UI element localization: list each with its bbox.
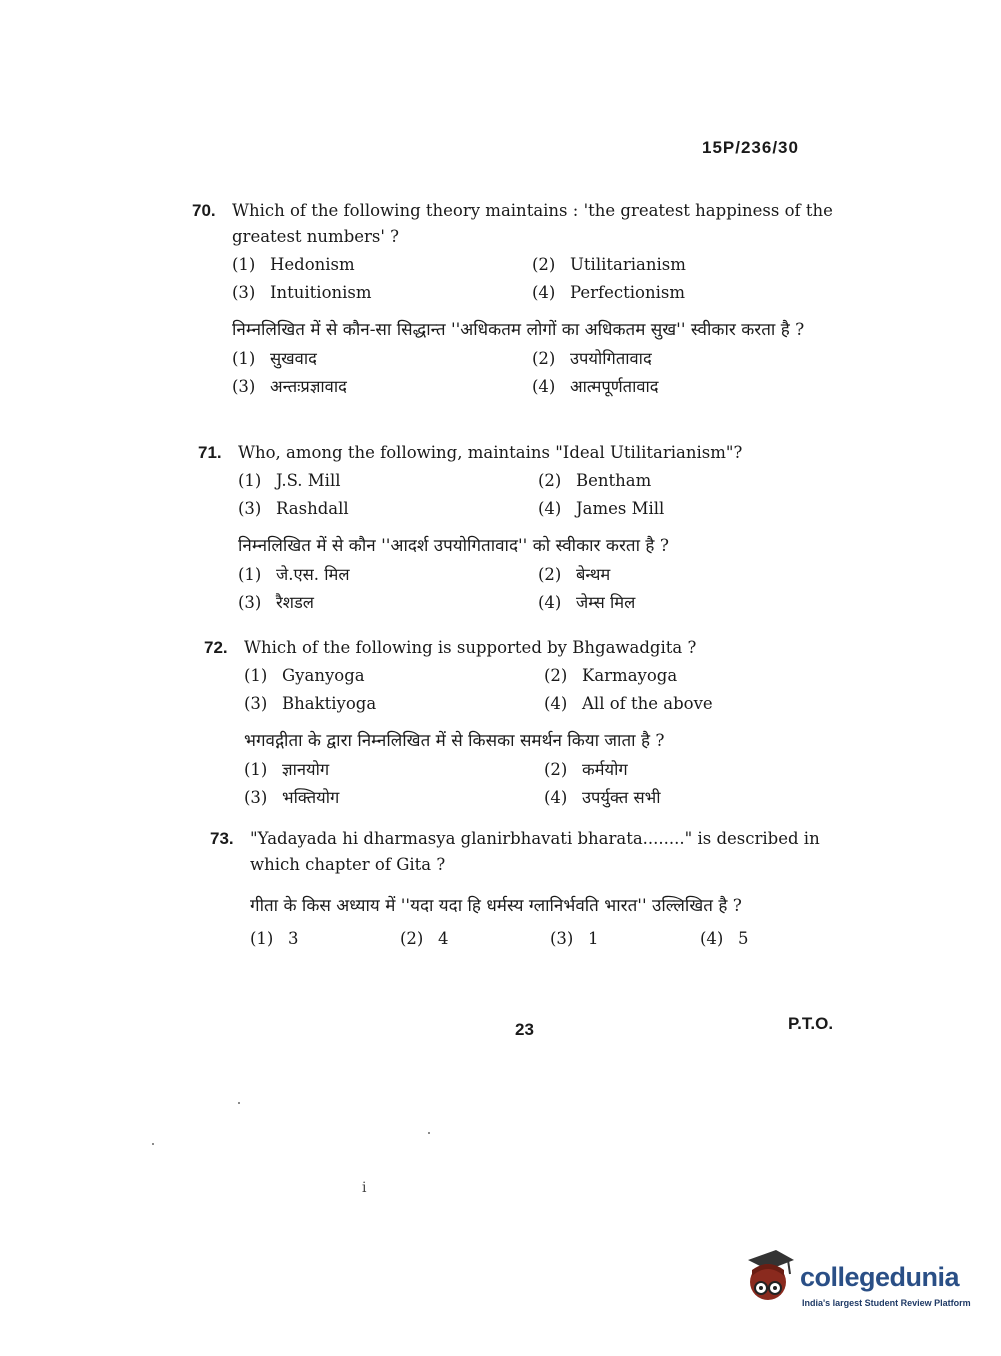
option — [250, 926, 400, 952]
option-text: उपर्युक्त सभी — [582, 788, 661, 807]
option — [244, 785, 544, 811]
option — [232, 346, 532, 372]
stray-mark: i — [362, 1180, 367, 1196]
option-label: (3) — [238, 593, 262, 612]
option-label: (2) — [532, 349, 556, 368]
option-label: (3) — [232, 283, 256, 302]
option-label: (4) — [532, 283, 556, 302]
option-text: आत्मपूर्णतावाद — [570, 377, 659, 396]
logo-tagline: India's largest Student Review Platform — [802, 1298, 971, 1308]
question-number: 70. — [192, 201, 216, 220]
option-text: All of the above — [582, 694, 713, 713]
question-72 — [204, 635, 854, 811]
option — [700, 926, 850, 952]
option-label: (3) — [550, 929, 574, 948]
option-label: (1) — [232, 255, 256, 274]
hindi-question-text: भगवद्गीता के द्वारा निम्नलिखित में से किसका समर्थन किया जाता है ? — [244, 731, 665, 751]
pto-label: P.T.O. — [788, 1014, 834, 1033]
option — [538, 562, 838, 588]
option — [544, 663, 844, 689]
option — [544, 757, 844, 783]
option-label: (2) — [544, 666, 568, 685]
option — [244, 757, 544, 783]
option-text: J.S. Mill — [276, 471, 341, 490]
hindi-options — [244, 757, 854, 811]
option — [538, 496, 838, 522]
option — [238, 590, 538, 616]
logo-wordmark: collegedunia — [800, 1262, 960, 1292]
option-text: Utilitarianism — [570, 255, 686, 274]
option-text: Intuitionism — [270, 283, 372, 302]
option — [238, 496, 538, 522]
option — [400, 926, 550, 952]
scan-speck — [152, 1143, 154, 1145]
option-label: (3) — [244, 694, 268, 713]
option-text: Gyanyoga — [282, 666, 365, 685]
option — [232, 252, 532, 278]
hindi-options — [238, 562, 848, 616]
english-options — [238, 468, 848, 522]
option-label: (1) — [238, 565, 262, 584]
option-text: Bhaktiyoga — [282, 694, 377, 713]
option-label: (2) — [400, 929, 424, 948]
question-text: Which of the following is supported by Bhgawadgita ? — [244, 638, 697, 657]
option-text: Bentham — [576, 471, 652, 490]
option-text: Rashdall — [276, 499, 349, 518]
option-label: (2) — [532, 255, 556, 274]
option-label: (2) — [544, 760, 568, 779]
question-71 — [198, 440, 848, 616]
option-text: James Mill — [576, 499, 665, 518]
option-text: जेम्स मिल — [576, 593, 636, 612]
question-70 — [192, 198, 842, 400]
option — [544, 785, 844, 811]
question-number: 72. — [204, 638, 228, 657]
option-text: 3 — [288, 929, 299, 948]
option-text: जे.एस. मिल — [276, 565, 350, 584]
hindi-question-text: गीता के किस अध्याय में ''यदा यदा हि धर्मस्य ग्लानिर्भवति भारत'' उल्लिखित है ? — [250, 896, 742, 916]
option-label: (1) — [244, 666, 268, 685]
option-text: बेन्थम — [576, 565, 611, 584]
option-label: (1) — [244, 760, 268, 779]
option-label: (4) — [538, 499, 562, 518]
question-text: "Yadayada hi dharmasya glanirbhavati bharata........" is described in which chapter of Gita ? — [250, 829, 820, 874]
option — [550, 926, 700, 952]
option — [244, 691, 544, 717]
option-label: (3) — [232, 377, 256, 396]
option-label: (4) — [532, 377, 556, 396]
option — [238, 562, 538, 588]
option — [244, 663, 544, 689]
english-options — [232, 252, 842, 306]
question-73 — [210, 826, 860, 952]
option-label: (3) — [238, 499, 262, 518]
option-text: 4 — [438, 929, 449, 948]
option — [544, 691, 844, 717]
option-label: (1) — [238, 471, 262, 490]
option-label: (4) — [544, 788, 568, 807]
option-text: भक्तियोग — [282, 788, 340, 807]
option-text: Hedonism — [270, 255, 355, 274]
question-number: 73. — [210, 829, 234, 848]
collegedunia-logo — [742, 1248, 972, 1316]
hindi-question-text: निम्नलिखित में से कौन-सा सिद्धान्त ''अधिकतम लोगों का अधिकतम सुख'' स्वीकार करता है ? — [232, 320, 805, 340]
option-label: (1) — [232, 349, 256, 368]
option — [232, 280, 532, 306]
option-text: Perfectionism — [570, 283, 685, 302]
english-options — [244, 663, 854, 717]
option-label: (4) — [538, 593, 562, 612]
option-label: (2) — [538, 565, 562, 584]
question-text: Which of the following theory maintains : 'the greatest happiness of the greatest numbers' ? — [232, 201, 833, 246]
option — [532, 346, 832, 372]
option-text: 5 — [738, 929, 749, 948]
question-number: 71. — [198, 443, 222, 462]
scan-speck — [428, 1132, 430, 1134]
option — [532, 280, 832, 306]
option-text: कर्मयोग — [582, 760, 628, 779]
option — [538, 590, 838, 616]
option-text: रैशडल — [276, 593, 314, 612]
mascot-icon — [742, 1248, 798, 1310]
option-label: (2) — [538, 471, 562, 490]
hindi-options — [232, 346, 842, 400]
option-text: 1 — [588, 929, 599, 948]
option — [532, 252, 832, 278]
question-text: Who, among the following, maintains "Ideal Utilitarianism"? — [238, 443, 743, 462]
options-row — [250, 926, 860, 952]
option-label: (4) — [700, 929, 724, 948]
paper-code: 15P/236/30 — [702, 138, 799, 157]
option-text: ज्ञानयोग — [282, 760, 330, 779]
option-label: (4) — [544, 694, 568, 713]
option-text: उपयोगितावाद — [570, 349, 652, 368]
option — [538, 468, 838, 494]
option — [532, 374, 832, 400]
option-label: (3) — [244, 788, 268, 807]
hindi-question-text: निम्नलिखित में से कौन ''आदर्श उपयोगितावाद'' को स्वीकार करता है ? — [238, 536, 669, 556]
option-text: अन्तःप्रज्ञावाद — [270, 377, 347, 396]
option — [238, 468, 538, 494]
page-number: 23 — [515, 1020, 534, 1039]
option-text: Karmayoga — [582, 666, 678, 685]
scan-speck — [238, 1102, 240, 1104]
option-label: (1) — [250, 929, 274, 948]
option — [232, 374, 532, 400]
option-text: सुखवाद — [270, 349, 317, 368]
